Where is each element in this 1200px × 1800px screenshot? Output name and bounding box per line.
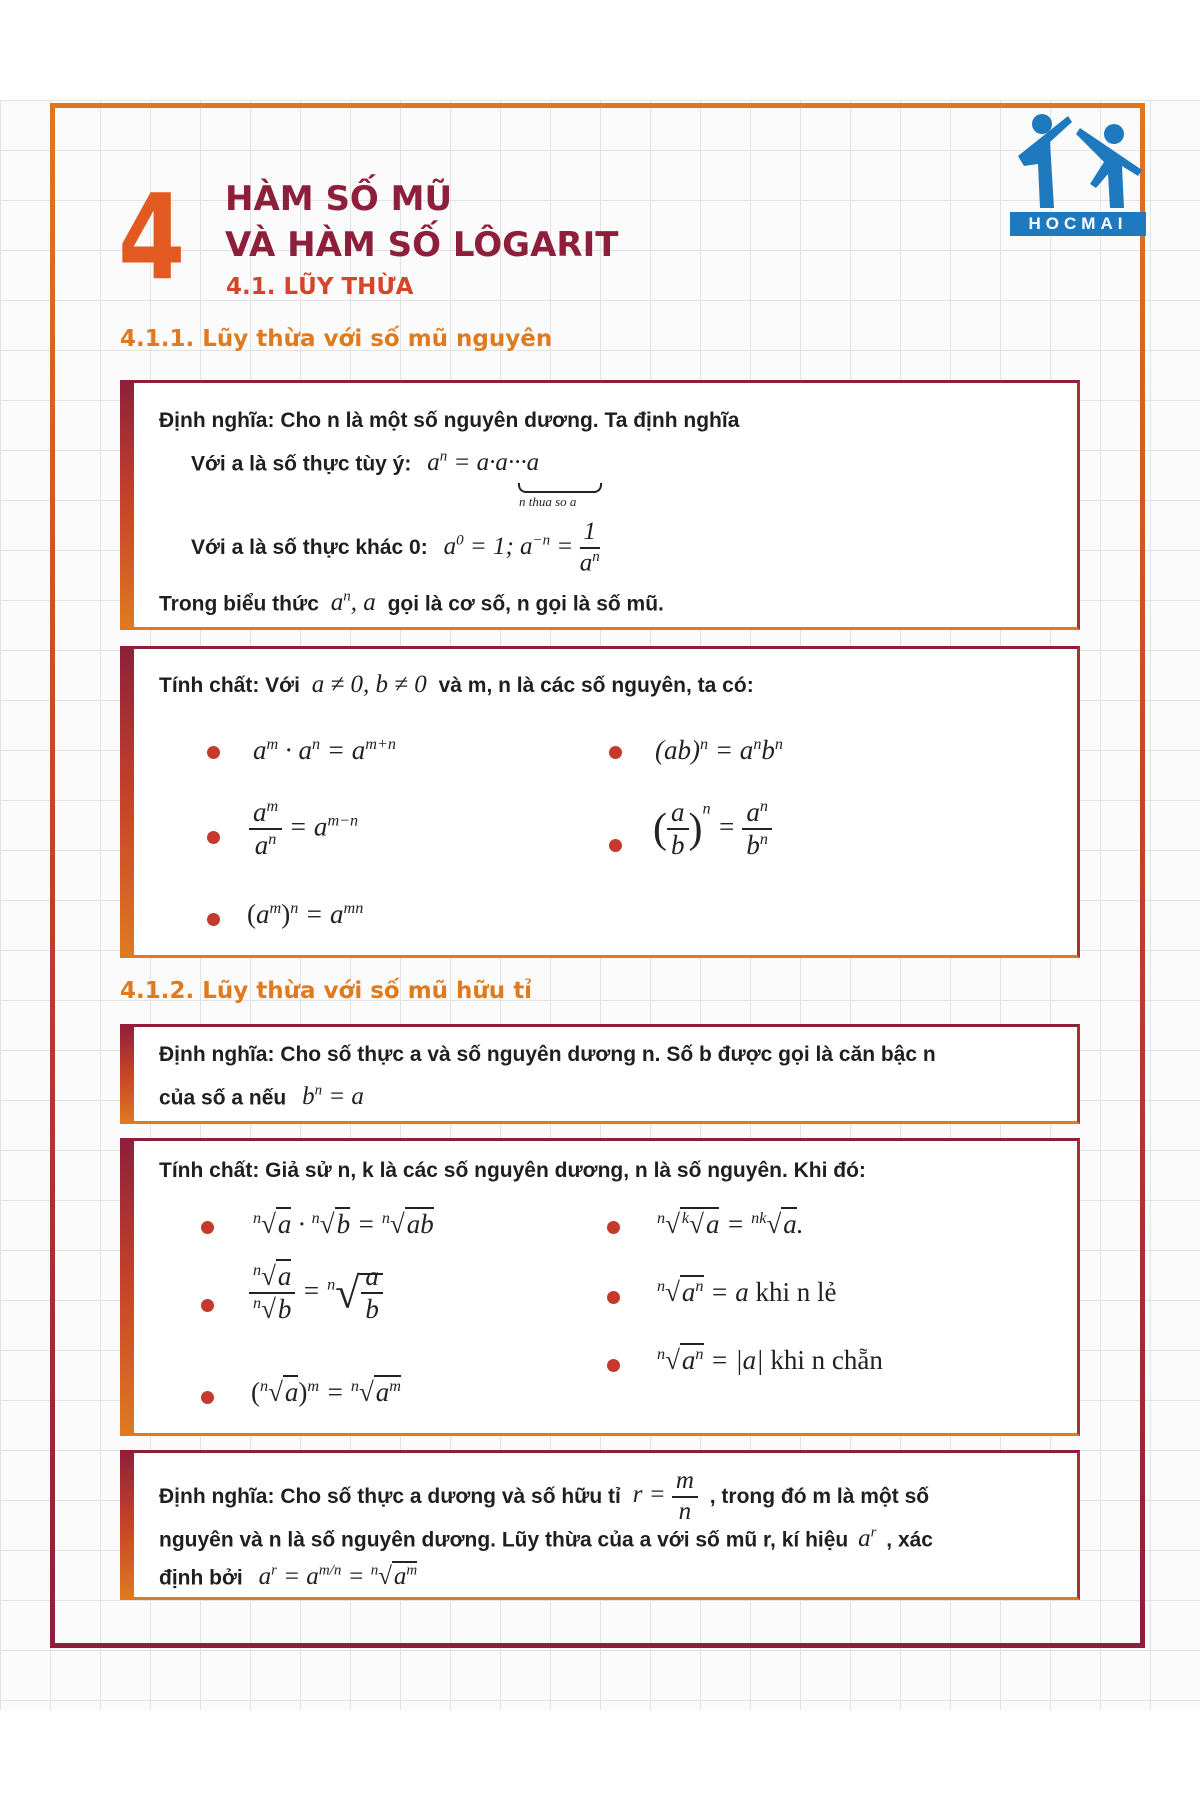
formula-nested-root: $^n$√ $^k$√a = $^{nk}$√a. — [657, 1209, 804, 1239]
section-heading-411: 4.1.1. Lũy thừa với số mũ nguyên — [120, 326, 553, 352]
chapter-number: 4 — [118, 168, 186, 306]
definition-line1-text: Với a là số thực tùy ý: — [191, 452, 412, 476]
definition-line3-text-b: gọi là cơ số, n gọi là số mũ. — [387, 592, 664, 616]
root-definition-line2-text: của số a nếu — [159, 1086, 287, 1110]
root-definition-line1: Định nghĩa: Cho số thực a và số nguyên dương n. Số b được gọi là căn bậc n — [159, 1043, 936, 1066]
bullet — [201, 1299, 214, 1312]
logo-text: HOCMAI — [1010, 212, 1146, 236]
definition-intro: Định nghĩa: Cho n là một số nguyên dương. Ta định nghĩa — [159, 409, 740, 432]
definition-line3 — [159, 589, 664, 617]
rational-definition-line1 — [159, 1467, 929, 1527]
bullet — [609, 839, 622, 852]
chapter-title-line2: VÀ HÀM SỐ LÔGARIT — [225, 225, 619, 265]
formula-zero-negative: $a^0 = 1$; $a^{-n}$ = $\frac{1}{a^n}$ — [443, 518, 600, 577]
definition-line2-text: Với a là số thực khác 0: — [191, 535, 428, 559]
formula-base-exponent: $a^n$, a — [330, 589, 376, 617]
definition-box-integer — [120, 380, 1080, 630]
section-heading-412: 4.1.2. Lũy thừa với số mũ hữu tỉ — [120, 978, 533, 1004]
formula-rational-power: $a^r = a^{m/n} = ^n√a^m$ — [258, 1563, 418, 1591]
formula-product-power: $(ab)^n = a^nb^n$ — [655, 735, 783, 765]
rational-line2-a: nguyên và n là số nguyên dương. Lũy thừa của a với số mũ r, kí hiệu — [159, 1528, 849, 1552]
rational-line3: định bởi — [159, 1566, 243, 1590]
bullet — [201, 1391, 214, 1404]
formula-rational-r: r = $\frac{m}{n}$ — [633, 1481, 698, 1508]
bullet — [201, 1221, 214, 1234]
chapter-title-line1: HÀM SỐ MŨ — [225, 179, 453, 219]
even-note: khi n chẵn — [770, 1345, 883, 1375]
formula-quotient-rule: $\frac{a^m}{a^n}$ = $a^{m-n}$ — [249, 797, 358, 861]
root-definition-line2 — [159, 1083, 364, 1111]
formula-quotient-power: ( $\frac{a}{b}$ )$^n$ = $\frac{a^n}{b^n}$ — [653, 797, 772, 861]
formula-root-even: $^n√a^n = |a|$ khi n chẵn — [657, 1345, 883, 1375]
properties-intro — [159, 671, 754, 699]
formula-root-power: $(^n√a)^m = ^n√a^m$ — [251, 1377, 401, 1407]
definition-box-rational — [120, 1450, 1080, 1600]
properties-intro-b: và m, n là các số nguyên, ta có: — [438, 674, 754, 697]
properties-box-integer — [120, 646, 1080, 958]
rational-line1-b: , trong đó m là một số — [709, 1484, 930, 1508]
formula-root-condition: $b^n = a$ — [302, 1083, 364, 1111]
formula-power-def: $a^n = a\cdot a\cdot\cdot\cdot a$ — [427, 449, 540, 477]
bullet — [207, 746, 220, 759]
odd-note: khi n lẻ — [755, 1277, 837, 1307]
rational-line2-b: , xác — [886, 1528, 933, 1552]
bullet — [607, 1359, 620, 1372]
formula-product-rule: $a^m \cdot a^n = a^{m+n}$ — [253, 735, 396, 765]
underbrace-label: n thua so a — [519, 494, 577, 509]
hocmai-logo — [1010, 108, 1146, 238]
formula-root-quotient: $\frac{^n√a}{^n√b}$ = $^n$√ $\frac{a}{b}$ — [249, 1261, 383, 1325]
root-properties-intro: Tính chất: Giả sử n, k là các số nguyên dương, n là số nguyên. Khi đó: — [159, 1159, 866, 1182]
properties-box-root — [120, 1138, 1080, 1436]
bullet — [207, 831, 220, 844]
formula-root-odd: $^n√a^n = a$ khi n lẻ — [657, 1277, 837, 1307]
definition-line3-text-a: Trong biểu thức — [159, 592, 319, 616]
people-icon — [1010, 108, 1146, 212]
definition-box-root — [120, 1024, 1080, 1124]
underbrace — [518, 483, 602, 493]
bullet — [607, 1221, 620, 1234]
definition-line2 — [191, 518, 600, 578]
rational-definition-line2 — [159, 1525, 933, 1553]
bullet — [607, 1291, 620, 1304]
chapter-title — [225, 176, 618, 268]
formula-a-power-r: $a^r$ — [858, 1525, 877, 1553]
formula-nonzero-condition: a ≠ 0, b ≠ 0 — [311, 671, 427, 698]
definition-line1 — [191, 449, 539, 477]
bullet — [609, 746, 622, 759]
rational-definition-line3 — [159, 1563, 417, 1591]
properties-intro-a: Tính chất: Với — [159, 674, 300, 697]
rational-line1-a: Định nghĩa: Cho số thực a dương và số hữu tỉ — [159, 1484, 621, 1508]
chapter-subtitle: 4.1. LŨY THỪA — [226, 274, 414, 300]
bullet — [207, 913, 220, 926]
formula-root-product: $^n$√a · $^n$√b = $^n$√ab — [253, 1209, 434, 1239]
formula-power-of-power: $(a^m)^n = a^{mn}$ — [247, 899, 364, 929]
